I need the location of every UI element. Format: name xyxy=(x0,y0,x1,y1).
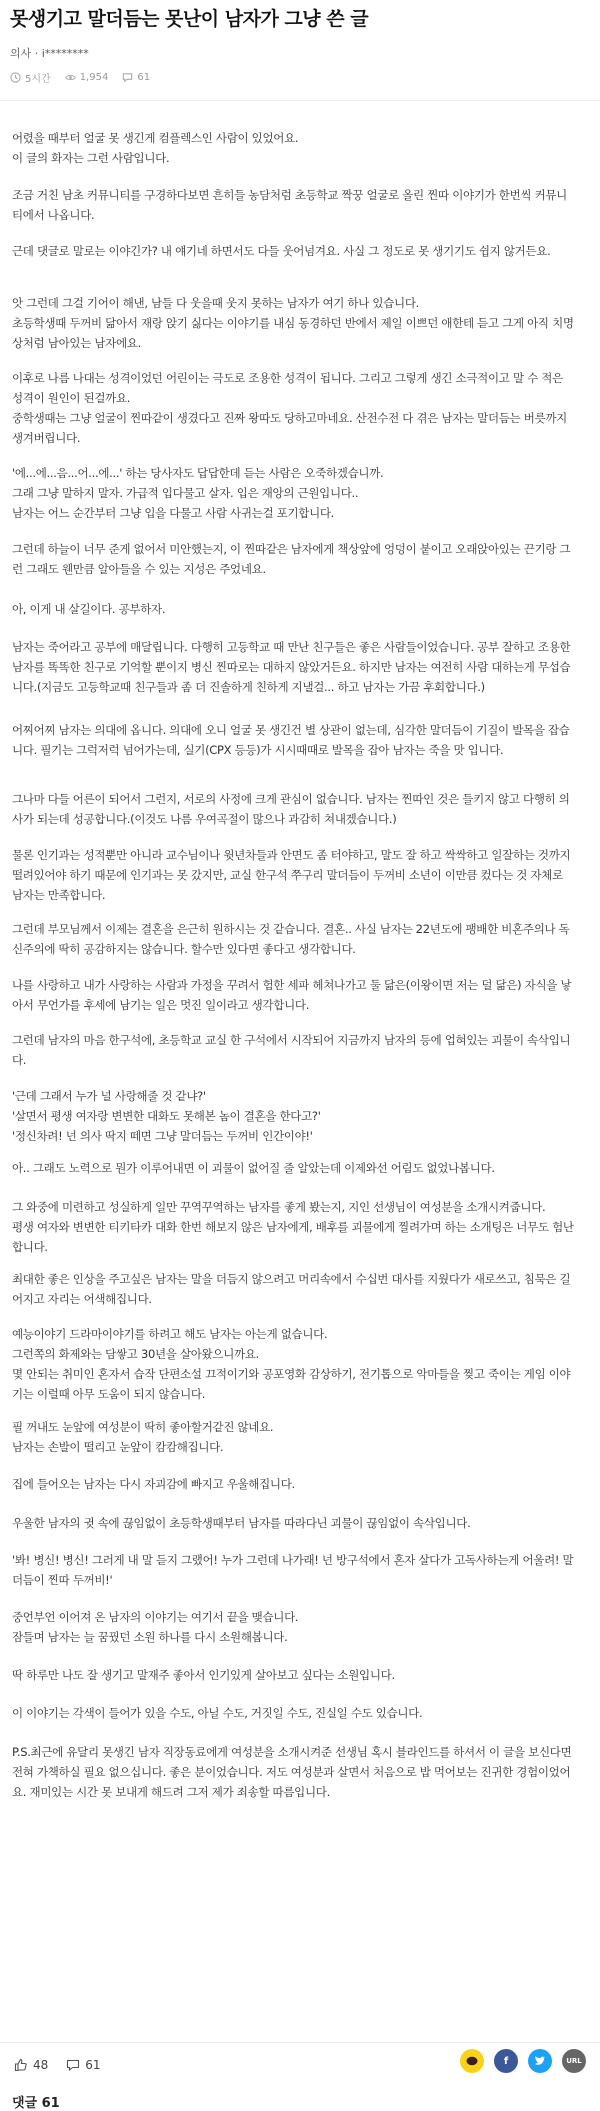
post-comments-count: 61 xyxy=(137,72,151,83)
paragraph: 중언부언 이어져 온 남자의 이야기는 여기서 끝을 맺습니다. 잠들며 남자는 늘 꿈꿨던 소원 하나를 다시 소원해봅니다. xyxy=(12,1610,299,1644)
paragraph: 우울한 남자의 귓 속에 끊임없이 초등학생때부터 남자를 따라다닌 괴물이 끊임없이 속삭입니다. xyxy=(12,1516,471,1530)
views-meta xyxy=(65,72,109,83)
footer-divider xyxy=(0,2042,600,2043)
share-buttons xyxy=(460,2049,586,2073)
facebook-share-button[interactable] xyxy=(494,2049,518,2073)
paragraph: '봐! 병신! 병신! 그러게 내 말 듣지 그랬어! 누가 그런데 나가래! 넌 방구석에서 혼자 살다가 고독사하는게 어울려! 말더듬이 찐따 두꺼비!' xyxy=(12,1553,574,1587)
post-author[interactable]: 의사 · i******** xyxy=(10,47,89,60)
thumbs-up-icon xyxy=(14,2058,28,2072)
facebook-icon: f xyxy=(503,2055,509,2067)
post-time: 5시간 xyxy=(25,74,51,85)
clock-icon xyxy=(10,72,21,83)
paragraph: 아.. 그래도 노력으로 뭔가 이루어내면 이 괴물이 없어질 줄 알았는데 이제와선 어림도 없었나봅니다. xyxy=(12,1161,495,1175)
like-count: 48 xyxy=(33,2058,49,2072)
url-share-button[interactable] xyxy=(562,2049,586,2073)
paragraph: 물론 인기과는 성적뿐만 아니라 교수님이나 윗년차들과 안면도 좀 터야하고, 말도 잘 하고 싹싹하고 일잘하는 것까지 떨려있어야 하기 때문에 인기과는 못 갔지만, 교실 한구석 쭈구리 말더듬이 두꺼비 소년이 이만큼 컸다는 것 자체로 남자는 만족합니다. xyxy=(12,848,574,902)
post-footer xyxy=(14,2058,101,2072)
twitter-icon xyxy=(534,2056,546,2066)
paragraph: 그런데 남자의 마음 한구석에, 초등학교 교실 한 구석에서 시작되어 지금까지 남자의 등에 업혀있는 괴물이 속삭입니다. xyxy=(12,1033,571,1067)
url-label: URL xyxy=(566,2057,582,2065)
kakao-share-button[interactable] xyxy=(460,2049,484,2073)
comment-count: 61 xyxy=(85,2058,101,2072)
paragraph: 최대한 좋은 인상을 주고싶은 남자는 말을 더듬지 않으려고 머리속에서 수십번 대사를 지웠다가 새로쓰고, 침묵은 길어지고 자리는 어색해집니다. xyxy=(12,1272,571,1306)
like-button[interactable] xyxy=(14,2058,48,2072)
kakao-icon xyxy=(466,2056,478,2067)
paragraph: 아, 이게 내 살길이다. 공부하자. xyxy=(12,602,166,616)
paragraph: 이후로 나름 나대는 성격이었던 어린이는 극도로 조용한 성격이 됩니다. 그리고 그렇게 생긴 소극적이고 말 수 적은 성격이 원인이 된걸까요. 중학생때는 그냥 얼굴이 찐따같이 생겼다고 진짜 왕따도 당하고마네요. 산전수전 다 겪은 남자는 말더듬는 버릇까지 생겨버립니다. xyxy=(12,371,567,445)
comment-icon xyxy=(66,2058,80,2072)
post-meta xyxy=(10,70,150,85)
paragraph: 조금 거친 남초 커뮤니티를 구경하다보면 흔히들 농담처럼 초등학교 짝꿍 얼굴로 올린 찐따 이야기가 한번씩 커뮤니티에서 나옵니다. xyxy=(12,188,567,222)
twitter-share-button[interactable] xyxy=(528,2049,552,2073)
paragraph: 어찌어찌 남자는 의대에 옵니다. 의대에 오니 얼굴 못 생긴건 별 상관이 없는데, 심각한 말더듬이 기질이 발목을 잡습니다. 필기는 그럭저럭 넘어가는데, 실기(CPX 등등)가 시시때때로 발목을 잡아 남자는 죽을 맛 입니다. xyxy=(12,723,570,757)
comments-meta[interactable] xyxy=(122,72,150,83)
paragraph: 집에 들어오는 남자는 다시 자괴감에 빠지고 우울해집니다. xyxy=(12,1477,295,1491)
paragraph: '에...에...음...어...에...' 하는 당사자도 답답한데 듣는 사람은 오죽하겠습니까. 그래 그냥 말하지 말자. 가급적 입다물고 살자. 입은 재앙의 근원입니다.. 남자는 어느 순간부터 그냥 입을 다물고 사람 사귀는걸 포기합니다. xyxy=(12,466,384,520)
paragraph: 예능이야기 드라마이야기를 하려고 해도 남자는 아는게 없습니다. 그런쪽의 화제와는 담쌓고 30년을 살아왔으니까요. 몇 안되는 취미인 혼자서 습작 단편소설 끄적이기와 공포영화 감상하기, 전기톱으로 악마들을 찢고 죽이는 게임 이야기는 이럴때 아무 도움이 되지 않습니다. xyxy=(12,1327,571,1401)
paragraph: 그런데 부모님께서 이제는 결혼을 은근히 원하시는 것 같습니다. 결혼.. 사실 남자는 22년도에 팽배한 비혼주의나 독신주의에 딱히 공감하지는 않습니다. 할수만 있다면 좋다고 생각합니다. xyxy=(12,922,570,956)
paragraph: 그 와중에 미련하고 성실하게 일만 꾸역꾸역하는 남자를 좋게 봤는지, 지인 선생님이 여성분을 소개시켜줍니다. 평생 여자와 변변한 티키타카 대화 한번 해보지 않은 남자에게, 배후를 괴물에게 찔려가며 하는 소개팅은 너무도 험난합니다. xyxy=(12,1200,574,1254)
post-views: 1,954 xyxy=(79,72,109,83)
paragraph: 그나마 다들 어른이 되어서 그런지, 서로의 사정에 크게 관심이 없습니다. 남자는 찐따인 것은 들키지 않고 다행히 의사가 되는데 성공합니다.(이것도 나름 우여곡절이 많으나 과감히 쳐내겠습니다.) xyxy=(12,792,570,826)
comment-button[interactable] xyxy=(66,2058,100,2072)
paragraph: 그런데 하늘이 너무 준게 없어서 미안했는지, 이 찐따같은 남자에게 책상앞에 엉덩이 붙이고 오래앉아있는 끈기랑 그런 그래도 웬만큼 알아들을 수 있는 지성은 주었네요. xyxy=(12,542,571,576)
paragraph: 필 꺼내도 눈앞에 여성분이 딱히 좋아할거같진 않네요. 남자는 손발이 떨리고 눈앞이 캄캄해집니다. xyxy=(12,1420,274,1454)
paragraph: 앗 그런데 그걸 기어이 해낸, 남들 다 웃을때 웃지 못하는 남자가 여기 하나 있습니다. 초등학생때 두꺼비 닮아서 재랑 앉기 싫다는 이야기를 내심 동경하던 반에서 제일 이쁘던 애한테 듣고 그게 아직 치명상처럼 남아있는 남자에요. xyxy=(12,296,574,350)
paragraph: 이 이야기는 각색이 들어가 있을 수도, 아닐 수도, 거짓일 수도, 진실일 수도 있습니다. xyxy=(12,1706,423,1720)
paragraph: 딱 하루만 나도 잘 생기고 말재주 좋아서 인기있게 살아보고 싶다는 소원입니다. xyxy=(12,1668,395,1682)
post-title: 못생기고 말더듬는 못난이 남자가 그냥 쓴 글 xyxy=(10,8,369,30)
time-meta xyxy=(10,70,51,85)
paragraph: '근데 그래서 누가 널 사랑해줄 것 같냐?' '살면서 평생 여자랑 변변한 대화도 못해본 놈이 결혼을 한다고?' '정신차려! 넌 의사 딱지 떼면 그냥 말더듬는 두꺼비 인간이야!' xyxy=(12,1089,321,1143)
comments-header: 댓글 61 xyxy=(12,2096,60,2111)
paragraph: P.S.최근에 유달리 못생긴 남자 직장동료에게 여성분을 소개시켜준 선생님 혹시 블라인드를 하셔서 이 글을 보신다면 전혀 가책하실 필요 없으십니다. 좋은 분이었습니다. 저도 여성분과 살면서 처음으로 밥 먹어보는 진귀한 경험이었어요. 재미있는 시간 못 보내게 해드려 그저 제가 죄송할 따름입니다. xyxy=(12,1745,575,1799)
paragraph: 어렸을 때부터 얼굴 못 생긴게 컴플렉스인 사람이 있었어요. 이 글의 화자는 그런 사람입니다. xyxy=(12,131,299,165)
eye-icon xyxy=(65,72,76,83)
paragraph: 나를 사랑하고 내가 사랑하는 사람과 가정을 꾸려서 험한 세파 헤쳐나가고 둘 닮은(이왕이면 저는 덜 닮은) 자식을 낳아서 무언가를 후세에 남기는 일은 멋진 일이라고 생각합니다. xyxy=(12,978,572,1012)
comment-icon xyxy=(122,72,133,83)
paragraph: 근데 댓글로 말로는 이야긴가? 내 얘기네 하면서도 다들 웃어넘겨요. 사실 그 정도로 못 생기기도 쉽지 않거든요. xyxy=(12,244,551,258)
header-divider xyxy=(0,100,600,101)
paragraph: 남자는 죽어라고 공부에 매달립니다. 다행히 고등학교 때 만난 친구들은 좋은 사람들이었습니다. 공부 잘하고 조용한 남자를 똑똑한 친구로 기억할 뿐이지 병신 찐따로는 대하지 않았거든요. 하지만 남자는 여전히 사람 대하는게 무섭습니다.(지금도 고등학교때 친구들과 좀 더 진솔하게 친하게 지낼걸... 하고 남자는 가끔 후회합니다.) xyxy=(12,640,574,694)
